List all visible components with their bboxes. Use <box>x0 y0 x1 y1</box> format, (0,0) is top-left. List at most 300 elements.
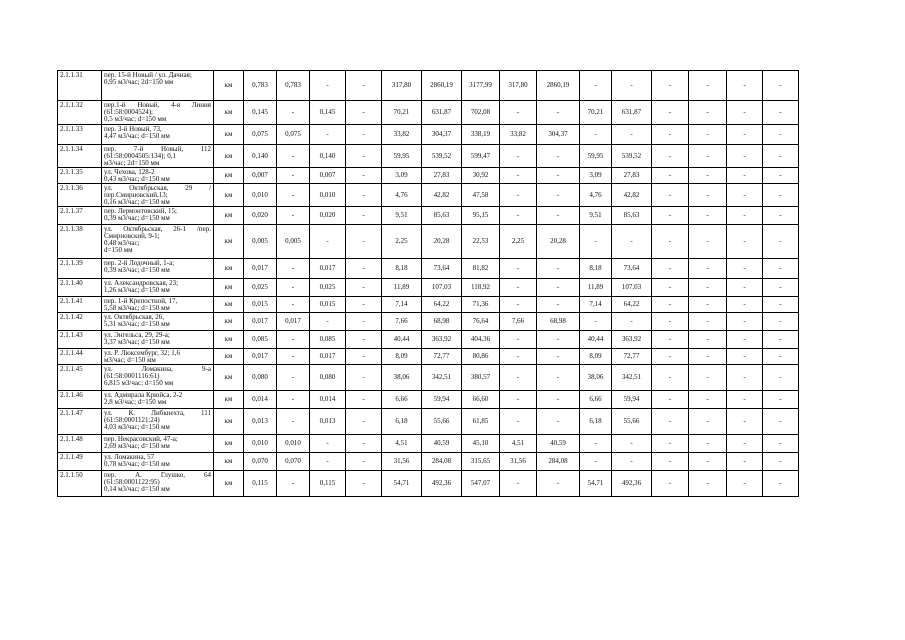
value-cell: - <box>727 349 763 365</box>
value-cell: - <box>689 297 727 313</box>
value-cell: - <box>537 365 580 391</box>
row-id: 2.1.1.36 <box>58 184 102 207</box>
value-cell: - <box>346 125 382 145</box>
value-cell: 47,58 <box>462 184 500 207</box>
value-cell: - <box>689 125 727 145</box>
value-cell: 0,010 <box>277 435 310 453</box>
value-cell: - <box>500 207 537 225</box>
value-cell: 317,80 <box>382 71 422 101</box>
value-cell: 492,36 <box>612 471 652 497</box>
value-cell: - <box>652 409 689 435</box>
value-cell: 20,28 <box>422 225 462 259</box>
description-line: м3/час; d=150 мм <box>104 356 156 364</box>
value-cell: 6,66 <box>580 391 612 409</box>
row-description <box>102 168 214 184</box>
row-description <box>102 184 214 207</box>
row-unit: км <box>214 313 244 331</box>
value-cell: - <box>346 71 382 101</box>
table-row <box>58 101 799 125</box>
row-unit: км <box>214 331 244 349</box>
row-id: 2.1.1.31 <box>58 71 102 101</box>
value-cell: - <box>763 184 799 207</box>
value-cell: 55,66 <box>422 409 462 435</box>
value-cell: 3,09 <box>382 168 422 184</box>
row-description <box>102 331 214 349</box>
value-cell: 11,89 <box>580 279 612 297</box>
value-cell: - <box>346 259 382 279</box>
value-cell: 7,66 <box>382 313 422 331</box>
table-row <box>58 279 799 297</box>
value-cell: 0,005 <box>244 225 277 259</box>
value-cell: - <box>689 365 727 391</box>
description-line: ул. Октябрьская, 26-1 /пер. Смирновский, 9-1; <box>104 225 211 240</box>
value-cell: 315,65 <box>462 453 500 471</box>
value-cell: - <box>689 184 727 207</box>
row-description <box>102 71 214 101</box>
value-cell: 0,085 <box>310 331 346 349</box>
row-description <box>102 101 214 125</box>
value-cell: - <box>727 225 763 259</box>
value-cell: 0,017 <box>310 349 346 365</box>
value-cell: 380,57 <box>462 365 500 391</box>
value-cell: - <box>580 71 612 101</box>
row-unit: км <box>214 184 244 207</box>
value-cell: 492,36 <box>422 471 462 497</box>
value-cell: 0,140 <box>310 145 346 168</box>
row-description <box>102 349 214 365</box>
value-cell: - <box>277 471 310 497</box>
value-cell: 631,87 <box>422 101 462 125</box>
value-cell: 4,76 <box>580 184 612 207</box>
value-cell: - <box>500 365 537 391</box>
value-cell: 45,10 <box>462 435 500 453</box>
row-description <box>102 391 214 409</box>
value-cell: - <box>537 184 580 207</box>
value-cell: - <box>537 168 580 184</box>
value-cell: 0,020 <box>244 207 277 225</box>
value-cell: 8,09 <box>580 349 612 365</box>
row-id: 2.1.1.34 <box>58 145 102 168</box>
value-cell: - <box>727 101 763 125</box>
value-cell: - <box>689 313 727 331</box>
value-cell: - <box>689 71 727 101</box>
value-cell: - <box>727 145 763 168</box>
value-cell: 38,06 <box>580 365 612 391</box>
value-cell: - <box>346 279 382 297</box>
value-cell: - <box>537 471 580 497</box>
value-cell: - <box>500 297 537 313</box>
row-description <box>102 471 214 497</box>
value-cell: - <box>277 391 310 409</box>
value-cell: 6,18 <box>580 409 612 435</box>
value-cell: 40,59 <box>537 435 580 453</box>
value-cell: 0,783 <box>277 71 310 101</box>
value-cell: - <box>612 435 652 453</box>
value-cell: 0,014 <box>244 391 277 409</box>
value-cell: 95,15 <box>462 207 500 225</box>
row-id: 2.1.1.50 <box>58 471 102 497</box>
value-cell: 7,66 <box>500 313 537 331</box>
row-description <box>102 297 214 313</box>
row-id: 2.1.1.41 <box>58 297 102 313</box>
value-cell: - <box>537 207 580 225</box>
value-cell: - <box>727 184 763 207</box>
description-line: 0,14 м3/час; d=150 мм <box>104 485 170 493</box>
description-line: ул. Александровская, 23; <box>104 279 179 287</box>
value-cell: - <box>310 453 346 471</box>
description-line: 0,78 м3/час; d=150 мм <box>104 460 170 468</box>
value-cell: - <box>537 145 580 168</box>
value-cell: 31,56 <box>500 453 537 471</box>
value-cell: 0,017 <box>244 349 277 365</box>
row-id: 2.1.1.35 <box>58 168 102 184</box>
value-cell: - <box>277 409 310 435</box>
value-cell: 33,82 <box>382 125 422 145</box>
row-unit: км <box>214 435 244 453</box>
value-cell: - <box>277 145 310 168</box>
value-cell: 4,51 <box>500 435 537 453</box>
value-cell: - <box>346 331 382 349</box>
value-cell: - <box>346 225 382 259</box>
table-row <box>58 435 799 453</box>
description-line: 2,8 м3/час; d=150 мм <box>104 398 167 406</box>
value-cell: 70,21 <box>580 101 612 125</box>
value-cell: 54,71 <box>580 471 612 497</box>
value-cell: 702,08 <box>462 101 500 125</box>
description-line: ул. Адмирала Крюйса, 2-2 <box>104 391 183 399</box>
value-cell: - <box>689 409 727 435</box>
value-cell: 85,63 <box>422 207 462 225</box>
value-cell: - <box>689 391 727 409</box>
description-line: 4,47 м3/час; d=150 мм <box>104 132 170 140</box>
value-cell: - <box>500 471 537 497</box>
value-cell: 68,98 <box>422 313 462 331</box>
value-cell: 55,66 <box>612 409 652 435</box>
value-cell: - <box>763 145 799 168</box>
value-cell: - <box>652 145 689 168</box>
value-cell: - <box>652 101 689 125</box>
value-cell: - <box>346 101 382 125</box>
value-cell: - <box>689 168 727 184</box>
value-cell: 27,83 <box>422 168 462 184</box>
value-cell: - <box>727 331 763 349</box>
description-line: 5,58 м3/час; d=150 мм <box>104 304 170 312</box>
value-cell: 33,82 <box>500 125 537 145</box>
value-cell: - <box>689 349 727 365</box>
value-cell: 8,09 <box>382 349 422 365</box>
value-cell: - <box>277 365 310 391</box>
value-cell: - <box>346 471 382 497</box>
description-line: 0,5 м3/час; d=150 мм <box>104 115 167 123</box>
value-cell: - <box>763 225 799 259</box>
value-cell: - <box>652 207 689 225</box>
row-unit: км <box>214 101 244 125</box>
value-cell: 72,77 <box>422 349 462 365</box>
value-cell: - <box>652 453 689 471</box>
description-line: ул. Р. Люксембург, 32; 1,6 <box>104 349 180 357</box>
value-cell: 73,64 <box>422 259 462 279</box>
description-line: пер. 2-й Лодочный, 1-а; <box>104 259 175 267</box>
value-cell: 59,95 <box>382 145 422 168</box>
value-cell: - <box>763 168 799 184</box>
value-cell: 0,017 <box>244 259 277 279</box>
description-line: пер. 7-й Новый, 112 (61:58:0004505:134); 0,1 <box>104 145 211 160</box>
value-cell: - <box>537 409 580 435</box>
value-cell: 539,52 <box>612 145 652 168</box>
value-cell: 4,76 <box>382 184 422 207</box>
row-id: 2.1.1.49 <box>58 453 102 471</box>
value-cell: - <box>652 331 689 349</box>
value-cell: - <box>537 331 580 349</box>
value-cell: - <box>689 331 727 349</box>
value-cell: - <box>500 391 537 409</box>
value-cell: 0,017 <box>277 313 310 331</box>
description-line: пер. Некрасовский, 47-а; <box>104 435 178 443</box>
row-id: 2.1.1.38 <box>58 225 102 259</box>
value-cell: 20,28 <box>537 225 580 259</box>
value-cell: 2,25 <box>382 225 422 259</box>
value-cell: - <box>537 101 580 125</box>
value-cell: 118,92 <box>462 279 500 297</box>
value-cell: - <box>763 349 799 365</box>
value-cell: - <box>346 453 382 471</box>
row-unit: км <box>214 125 244 145</box>
value-cell: 68,98 <box>537 313 580 331</box>
value-cell: - <box>652 71 689 101</box>
value-cell: 0,020 <box>310 207 346 225</box>
value-cell: - <box>689 259 727 279</box>
row-unit: км <box>214 259 244 279</box>
value-cell: - <box>689 207 727 225</box>
table-row <box>58 313 799 331</box>
value-cell: - <box>277 349 310 365</box>
value-cell: - <box>727 365 763 391</box>
description-line: пер. 3-й Новый, 73, <box>104 125 162 133</box>
value-cell: - <box>580 125 612 145</box>
value-cell: 59,94 <box>422 391 462 409</box>
row-unit: км <box>214 71 244 101</box>
value-cell: 6,18 <box>382 409 422 435</box>
value-cell: - <box>500 184 537 207</box>
value-cell: - <box>652 297 689 313</box>
value-cell: 3177,99 <box>462 71 500 101</box>
row-id: 2.1.1.40 <box>58 279 102 297</box>
row-unit: км <box>214 471 244 497</box>
table-row <box>58 409 799 435</box>
value-cell: 0,115 <box>244 471 277 497</box>
value-cell: 0,015 <box>310 297 346 313</box>
value-cell: - <box>277 331 310 349</box>
value-cell: 338,19 <box>462 125 500 145</box>
value-cell: - <box>689 101 727 125</box>
value-cell: - <box>500 279 537 297</box>
row-unit: км <box>214 349 244 365</box>
row-id: 2.1.1.39 <box>58 259 102 279</box>
value-cell: - <box>612 313 652 331</box>
value-cell: - <box>652 313 689 331</box>
value-cell: 539,52 <box>422 145 462 168</box>
row-id: 2.1.1.42 <box>58 313 102 331</box>
description-line: 0,39 м3/час; d=150 мм <box>104 214 170 222</box>
description-line: ул. Ломакина, 9-а (61:58:0001116:61) <box>104 365 211 380</box>
value-cell: - <box>652 365 689 391</box>
table-row <box>58 71 799 101</box>
value-cell: 27,83 <box>612 168 652 184</box>
description-line: 6,815 м3/час; d=150 мм <box>104 379 174 387</box>
value-cell: - <box>612 225 652 259</box>
value-cell: - <box>500 168 537 184</box>
value-cell: - <box>763 471 799 497</box>
description-line: пер. 1-й Крепостной, 17, <box>104 297 178 305</box>
row-id: 2.1.1.47 <box>58 409 102 435</box>
value-cell: - <box>763 435 799 453</box>
table-row <box>58 349 799 365</box>
value-cell: 0,070 <box>244 453 277 471</box>
value-cell: - <box>652 279 689 297</box>
row-description <box>102 225 214 259</box>
value-cell: - <box>763 409 799 435</box>
value-cell: 11,89 <box>382 279 422 297</box>
value-cell: - <box>612 71 652 101</box>
row-description <box>102 313 214 331</box>
description-line: 3,37 м3/час; d=150 мм <box>104 338 170 346</box>
value-cell: 0,145 <box>310 101 346 125</box>
description-line: d=150 мм <box>104 246 133 254</box>
value-cell: 631,87 <box>612 101 652 125</box>
row-description <box>102 453 214 471</box>
description-line: 0,39 м3/час; d=150 мм <box>104 266 170 274</box>
value-cell: 0,115 <box>310 471 346 497</box>
description-line: м3/час; 2d=150 мм <box>104 159 160 167</box>
value-cell: - <box>310 435 346 453</box>
value-cell: - <box>727 125 763 145</box>
value-cell: - <box>763 259 799 279</box>
description-line: 1,26 м3/час; d=150 мм <box>104 286 170 294</box>
value-cell: 0,013 <box>244 409 277 435</box>
value-cell: 304,37 <box>537 125 580 145</box>
value-cell: - <box>727 391 763 409</box>
value-cell: - <box>500 409 537 435</box>
row-id: 2.1.1.48 <box>58 435 102 453</box>
value-cell: - <box>310 225 346 259</box>
value-cell: 38,06 <box>382 365 422 391</box>
value-cell: - <box>763 207 799 225</box>
value-cell: 284,08 <box>422 453 462 471</box>
value-cell: - <box>652 168 689 184</box>
value-cell: - <box>763 331 799 349</box>
value-cell: 85,63 <box>612 207 652 225</box>
value-cell: 80,86 <box>462 349 500 365</box>
value-cell: 61,85 <box>462 409 500 435</box>
value-cell: 9,51 <box>580 207 612 225</box>
row-unit: км <box>214 279 244 297</box>
value-cell: - <box>277 168 310 184</box>
value-cell: 3,09 <box>580 168 612 184</box>
value-cell: - <box>500 349 537 365</box>
row-id: 2.1.1.33 <box>58 125 102 145</box>
value-cell: 0,085 <box>244 331 277 349</box>
table-row <box>58 145 799 168</box>
value-cell: 31,56 <box>382 453 422 471</box>
table-row <box>58 471 799 497</box>
value-cell: 30,92 <box>462 168 500 184</box>
value-cell: 363,92 <box>612 331 652 349</box>
value-cell: - <box>310 125 346 145</box>
value-cell: - <box>500 331 537 349</box>
value-cell: - <box>727 279 763 297</box>
value-cell: - <box>727 71 763 101</box>
value-cell: 71,36 <box>462 297 500 313</box>
value-cell: 72,77 <box>612 349 652 365</box>
value-cell: - <box>346 409 382 435</box>
row-unit: км <box>214 168 244 184</box>
value-cell: 0,145 <box>244 101 277 125</box>
value-cell: - <box>346 297 382 313</box>
value-cell: - <box>277 184 310 207</box>
value-cell: - <box>689 145 727 168</box>
description-line: 0,16 м3/час; d=150 мм <box>104 198 170 206</box>
value-cell: - <box>346 365 382 391</box>
value-cell: - <box>346 349 382 365</box>
value-cell: - <box>537 391 580 409</box>
value-cell: - <box>277 297 310 313</box>
value-cell: 8,18 <box>382 259 422 279</box>
value-cell: - <box>612 125 652 145</box>
value-cell: - <box>727 313 763 331</box>
value-cell: 599,47 <box>462 145 500 168</box>
value-cell: - <box>652 349 689 365</box>
value-cell: 363,92 <box>422 331 462 349</box>
value-cell: 0,010 <box>244 435 277 453</box>
description-line: пер. Лермонтовский, 15; <box>104 207 177 215</box>
value-cell: - <box>727 435 763 453</box>
table-row <box>58 259 799 279</box>
row-id: 2.1.1.32 <box>58 101 102 125</box>
value-cell: - <box>652 471 689 497</box>
value-cell: - <box>612 453 652 471</box>
row-unit: км <box>214 207 244 225</box>
table-row <box>58 297 799 313</box>
value-cell: - <box>763 101 799 125</box>
value-cell: - <box>652 435 689 453</box>
value-cell: 0,017 <box>310 259 346 279</box>
table-row <box>58 184 799 207</box>
row-description <box>102 279 214 297</box>
value-cell: 6,66 <box>382 391 422 409</box>
value-cell: - <box>727 297 763 313</box>
value-cell: 4,51 <box>382 435 422 453</box>
description-line: пер. 15-й Новый / ул. Дачная; <box>104 71 192 79</box>
document-table <box>57 70 799 497</box>
row-description <box>102 409 214 435</box>
description-line: ул. Ломакина, 57 <box>104 453 155 461</box>
value-cell: - <box>537 349 580 365</box>
row-unit: км <box>214 365 244 391</box>
table-row <box>58 225 799 259</box>
value-cell: - <box>346 313 382 331</box>
value-cell: 2860,19 <box>537 71 580 101</box>
value-cell: 0,070 <box>277 453 310 471</box>
value-cell: - <box>652 184 689 207</box>
row-unit: км <box>214 391 244 409</box>
value-cell: - <box>763 391 799 409</box>
value-cell: 304,37 <box>422 125 462 145</box>
value-cell: - <box>500 259 537 279</box>
description-line: ул. Октябрьская, 26, <box>104 313 164 321</box>
row-id: 2.1.1.46 <box>58 391 102 409</box>
value-cell: 107,03 <box>422 279 462 297</box>
row-id: 2.1.1.44 <box>58 349 102 365</box>
